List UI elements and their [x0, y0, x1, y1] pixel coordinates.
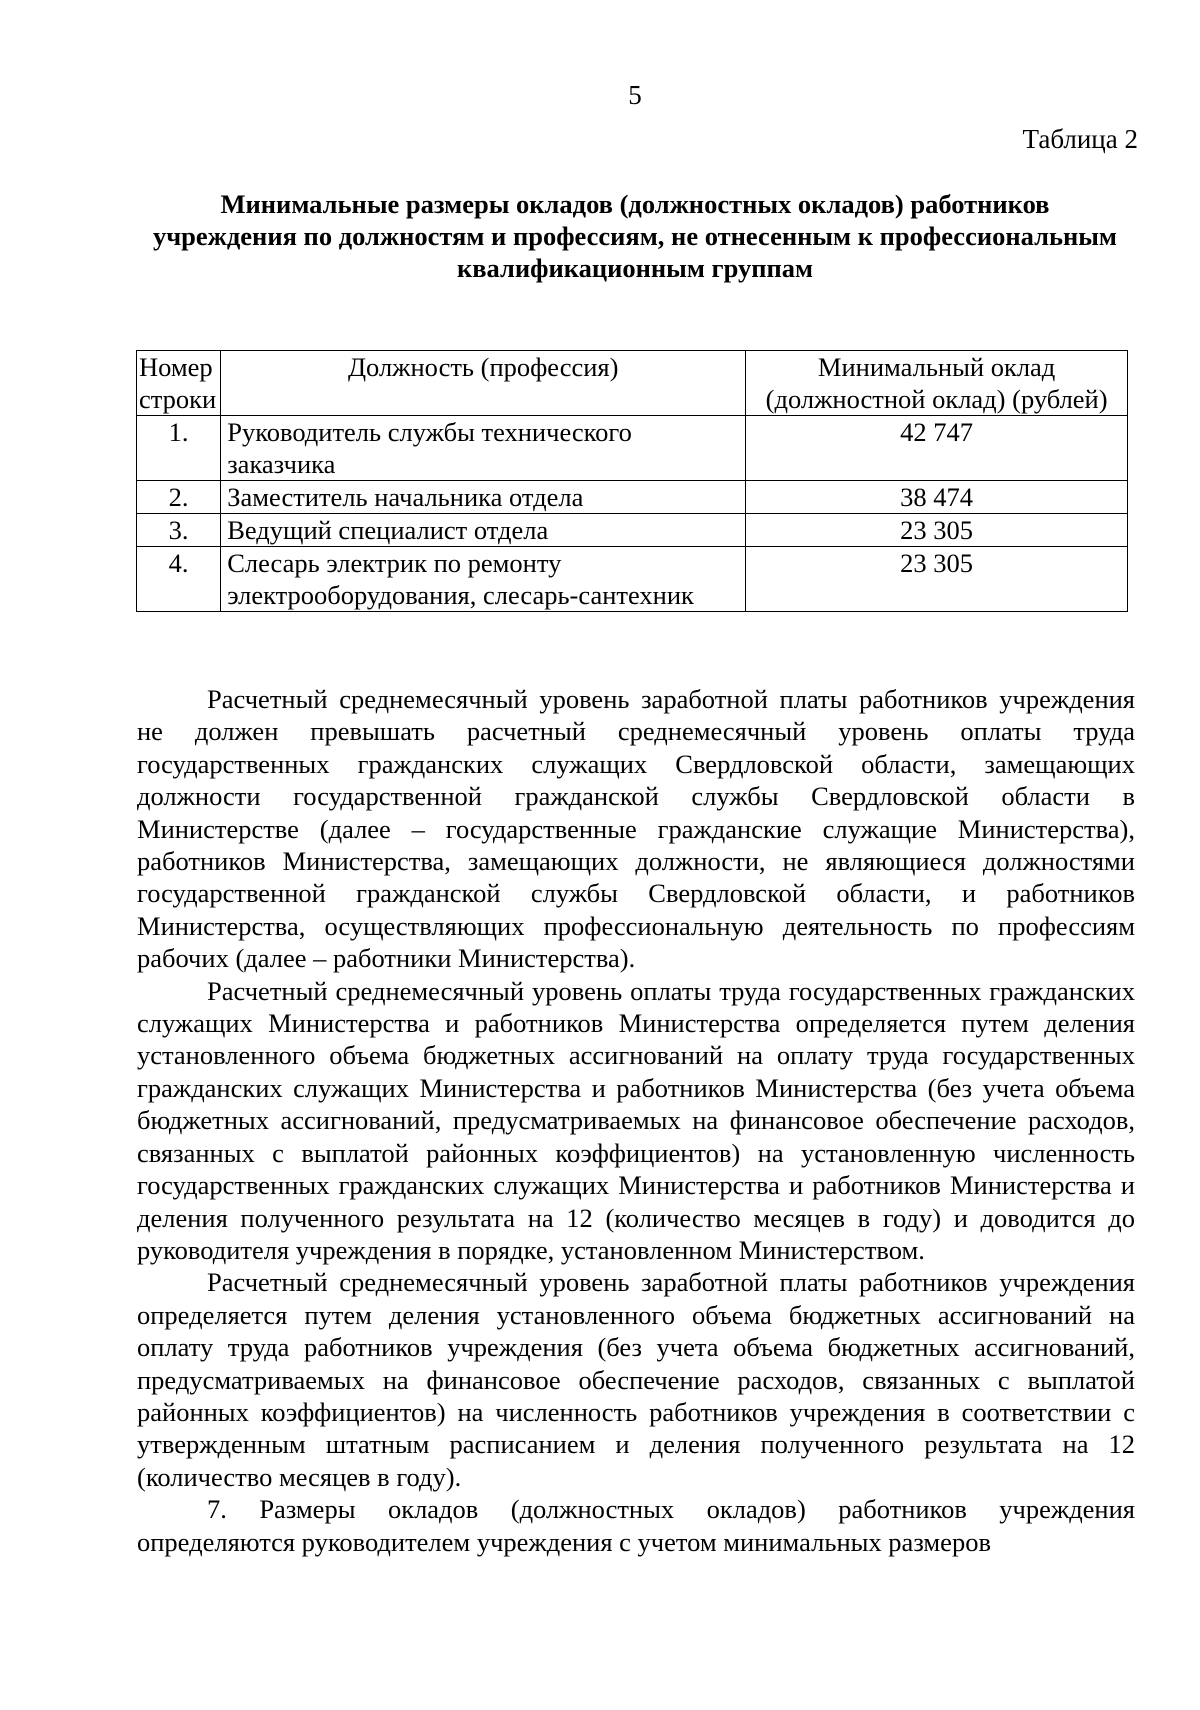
header-number: Номер строки [137, 351, 221, 416]
paragraph: Расчетный среднемесячный уровень оплаты труда государственных гражданских служащих Министерства и работников Министерства определяется путем деления установленного объема бюджетных ассигнований на оплату труда государственных гражданских служащих Министерства и работников Министерства (без учета объема бюджетных ассигнований, предусматриваемых на финансовое обеспечение расходов, связанных с выплатой районных коэффициентов) на установленную численность государственных гражданских служащих Министерства и работников Министерства и деления полученного результата на 12 (количество месяцев в году) и доводится до руководителя учреждения в порядке, установленном Министерством. [137, 975, 1135, 1265]
row-salary: 23 305 [746, 547, 1128, 612]
paragraph: Расчетный среднемесячный уровень заработной платы работников учреждения не должен превышать расчетный среднемесячный уровень оплаты труда государственных гражданских служащих Свердловской области, замещающих должности государственной гражданской службы Свердловской области в Министерстве (далее – государственные гражданские служащие Министерства), работников Министерства, замещающих должности, не являющиеся должностями государственной гражданской службы Свердловской области, и работников Министерства, осуществляющих профессиональную деятельность по профессиям рабочих (далее – работники Министерства). [137, 684, 1135, 974]
table-row [137, 547, 1128, 612]
row-position: Ведущий специалист отдела [221, 514, 746, 547]
paragraph: Расчетный среднемесячный уровень заработной платы работников учреждения определяется путем деления установленного объема бюджетных ассигнований на оплату труда работников учреждения (без учета объема бюджетных ассигнований, предусматриваемых на финансовое обеспечение расходов, связанных с выплатой районных коэффициентов) на численность работников учреждения в соответствии с утвержденным штатным расписанием и деления полученного результата на 12 (количество месяцев в году). [137, 1267, 1135, 1492]
row-position: Слесарь электрик по ремонту электрооборудования, слесарь-сантехник [221, 547, 746, 612]
row-salary: 23 305 [746, 514, 1128, 547]
header-position: Должность (профессия) [221, 351, 746, 416]
row-salary: 38 474 [746, 481, 1128, 514]
document-title: Минимальные размеры окладов (должностных окладов) работников учреждения по должностям и профессиям, не отнесенным к профессиональным квалификационным группам [152, 189, 1117, 283]
row-number: 3. [137, 514, 221, 547]
table-row [137, 514, 1128, 547]
salary-table [136, 350, 1128, 612]
row-number: 4. [137, 547, 221, 612]
row-position: Руководитель службы технического заказчика [221, 416, 746, 481]
row-number: 2. [137, 481, 221, 514]
row-salary: 42 747 [746, 416, 1128, 481]
table-row [137, 416, 1128, 481]
table-label: Таблица 2 [1022, 124, 1138, 154]
table-row [137, 481, 1128, 514]
row-position: Заместитель начальника отдела [221, 481, 746, 514]
table-header-row [137, 351, 1128, 416]
page-number: 5 [628, 80, 642, 110]
row-number: 1. [137, 416, 221, 481]
header-salary: Минимальный оклад (должностной оклад) (рублей) [746, 351, 1128, 416]
paragraph: 7. Размеры окладов (должностных окладов) работников учреждения определяются руководителем учреждения с учетом минимальных размеров [137, 1494, 1135, 1557]
body-text [137, 683, 1135, 1558]
